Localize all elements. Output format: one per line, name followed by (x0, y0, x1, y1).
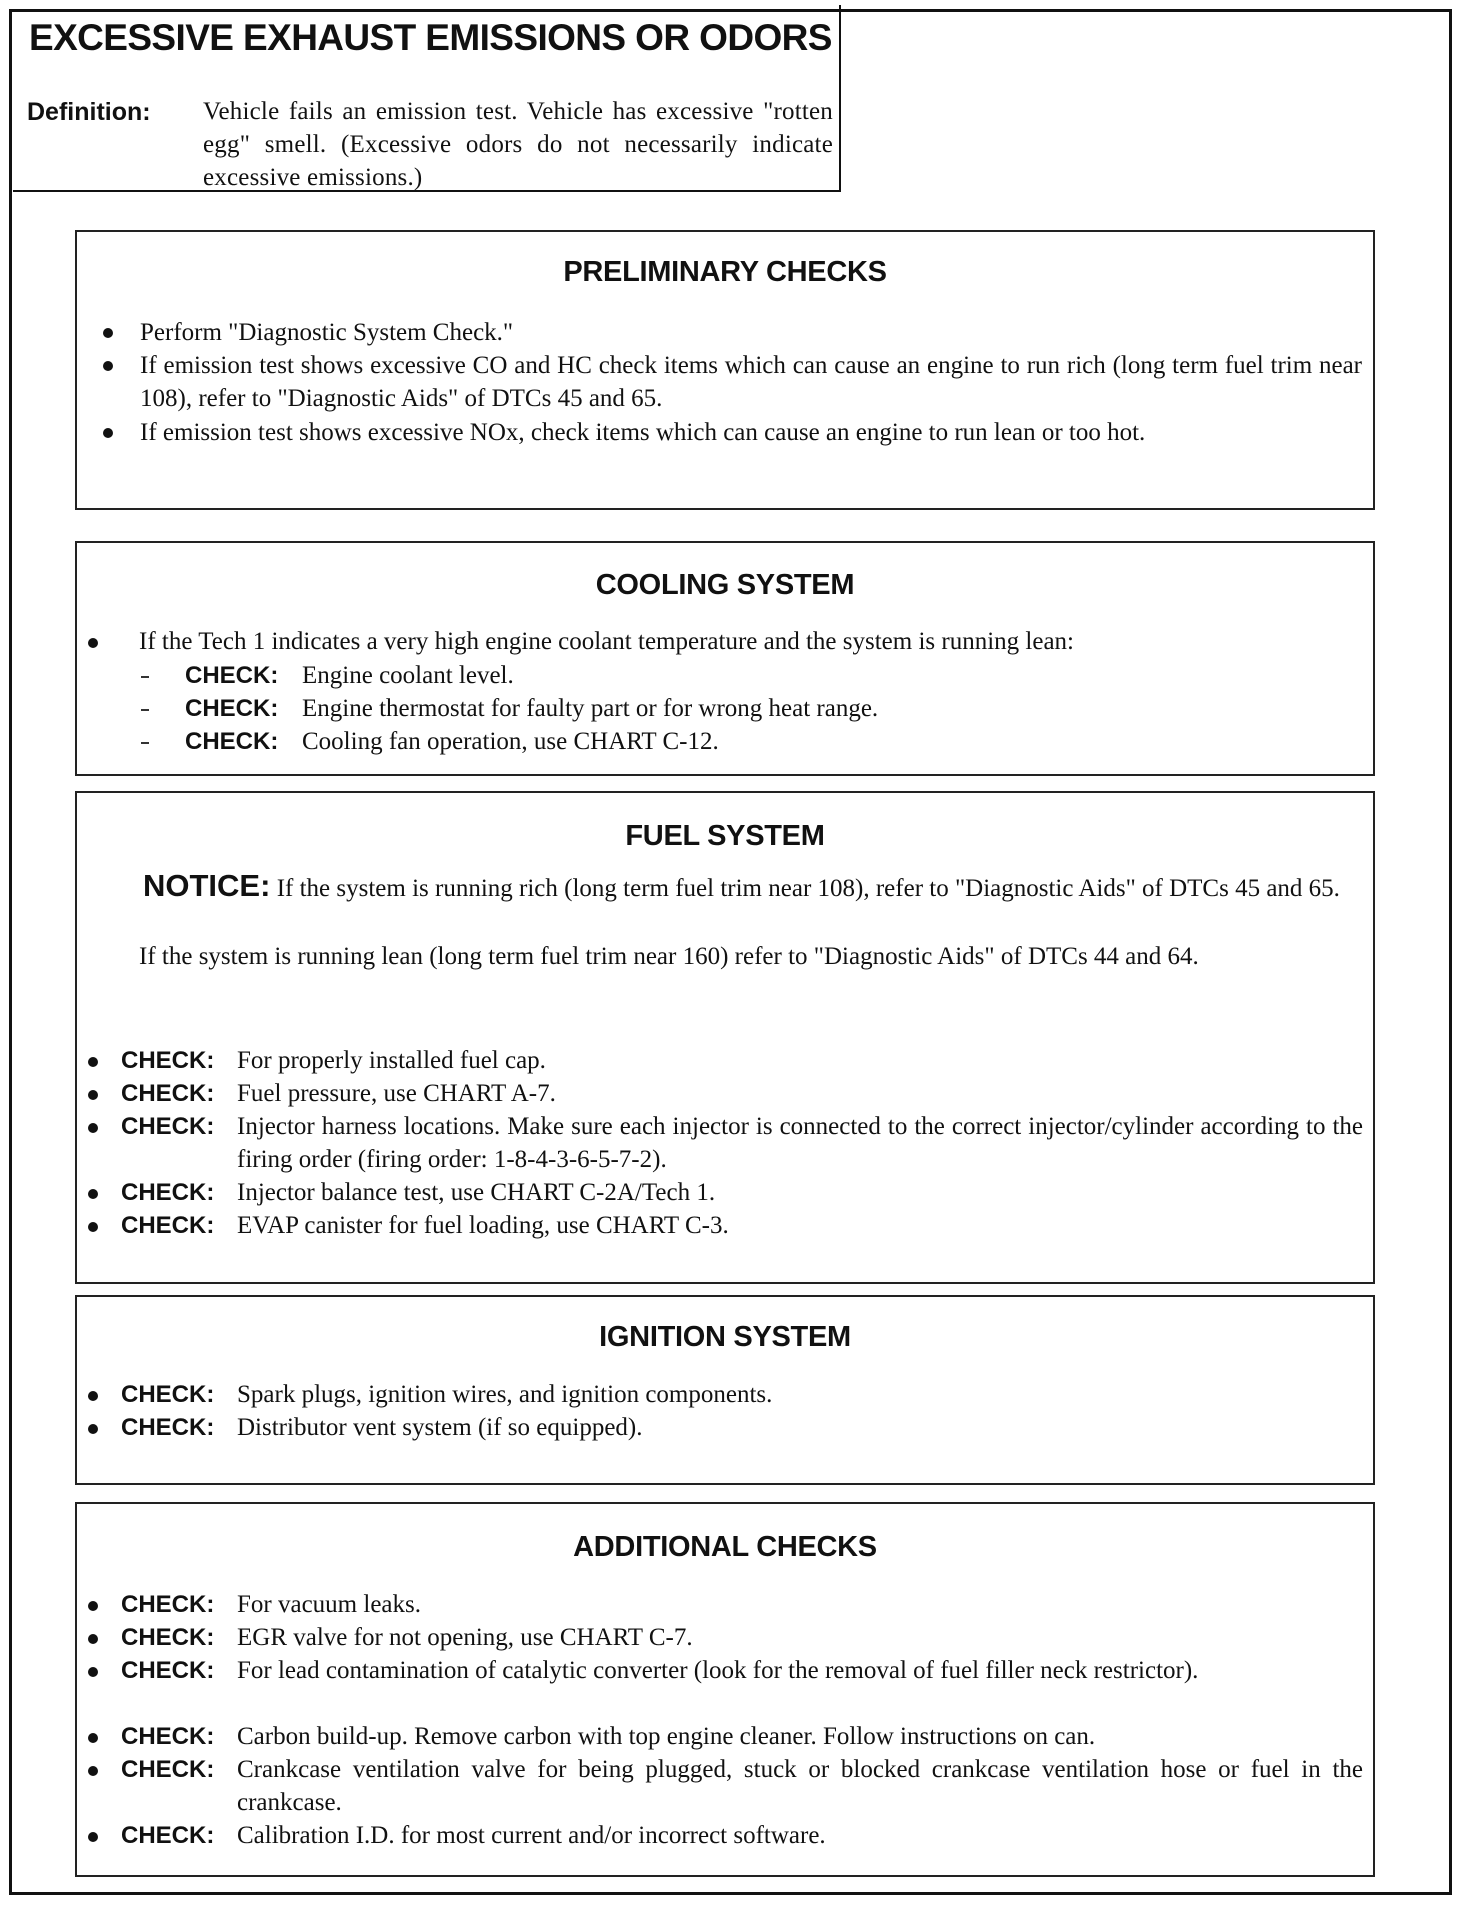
list-item: Injector harness locations. Make sure each injector is connected to the correct injector/cylinder according to the firing order (firing order: 1-8-4-3-6-5-7-2). (237, 1113, 1363, 1173)
bullet-icon (88, 1424, 98, 1434)
bullet-icon (88, 1667, 98, 1677)
check-label: CHECK: (121, 1624, 215, 1651)
check-label: CHECK: (185, 695, 279, 722)
check-label: CHECK: (121, 1657, 215, 1684)
list-item: EGR valve for not opening, use CHART C-7. (237, 1624, 693, 1651)
check-label: CHECK: (185, 728, 279, 755)
list-item: For properly installed fuel cap. (237, 1047, 546, 1074)
list-item: Distributor vent system (if so equipped). (237, 1414, 643, 1441)
list-item: Injector balance test, use CHART C-2A/Tech 1. (237, 1179, 716, 1206)
section-title: PRELIMINARY CHECKS (563, 256, 887, 288)
check-label: CHECK: (121, 1414, 215, 1441)
section-title: FUEL SYSTEM (625, 820, 825, 852)
bullet-icon (88, 1222, 98, 1232)
check-label: CHECK: (121, 1756, 215, 1783)
list-item: Engine thermostat for faulty part or for wrong heat range. (302, 695, 879, 722)
header-box (13, 5, 841, 192)
cooling-system-section (75, 541, 1375, 776)
dash-icon (141, 742, 149, 744)
check-label: CHECK: (121, 1822, 215, 1849)
bullet-icon (88, 1832, 98, 1842)
dash-icon (141, 709, 149, 711)
list-item: If emission test shows excessive NOx, check items which can cause an engine to run lean or too hot. (140, 419, 1146, 446)
page-title: EXCESSIVE EXHAUST EMISSIONS OR ODORS (29, 17, 832, 58)
bullet-icon (88, 1391, 98, 1401)
bullet-icon (88, 1189, 98, 1199)
list-item: Spark plugs, ignition wires, and ignition components. (237, 1381, 773, 1408)
list-item: If the Tech 1 indicates a very high engine coolant temperature and the system is running lean: (139, 628, 1074, 655)
list-item: Crankcase ventilation valve for being plugged, stuck or blocked crankcase ventilation hose or fuel in the crankcase. (237, 1756, 1363, 1816)
bullet-icon (103, 328, 113, 338)
notice-label: NOTICE: (143, 868, 271, 903)
check-label: CHECK: (121, 1113, 215, 1140)
list-item: Fuel pressure, use CHART A-7. (237, 1080, 556, 1107)
check-label: CHECK: (121, 1212, 215, 1239)
list-item: Engine coolant level. (302, 662, 514, 689)
list-item: Cooling fan operation, use CHART C-12. (302, 728, 719, 755)
preliminary-checks-section (75, 230, 1375, 510)
check-label: CHECK: (121, 1080, 215, 1107)
bullet-icon (88, 638, 98, 648)
section-title: ADDITIONAL CHECKS (573, 1531, 877, 1563)
bullet-icon (88, 1090, 98, 1100)
definition-text: Vehicle fails an emission test. Vehicle has excessive "rotten egg" smell. (Excessive odors do not necessarily indicate excessive emissions.) (203, 98, 833, 191)
section-title: COOLING SYSTEM (595, 569, 855, 601)
check-label: CHECK: (121, 1381, 215, 1408)
fuel-system-section (75, 791, 1375, 1284)
check-label: CHECK: (121, 1047, 215, 1074)
list-item: Calibration I.D. for most current and/or incorrect software. (237, 1822, 826, 1849)
ignition-system-section (75, 1295, 1375, 1485)
notice-rich-text: If the system is running rich (long term fuel trim near 108), refer to "Diagnostic Aids" of DTCs 45 and 65. (276, 875, 1340, 902)
bullet-icon (88, 1123, 98, 1133)
check-label: CHECK: (121, 1179, 215, 1206)
bullet-icon (88, 1057, 98, 1067)
notice-rich (139, 869, 1363, 905)
notice-lean: If the system is running lean (long term fuel trim near 160) refer to "Diagnostic Aids" of DTCs 44 and 64. (139, 943, 1199, 970)
dash-icon (141, 676, 149, 678)
additional-checks-section (75, 1502, 1375, 1877)
definition-label: Definition: (27, 98, 151, 126)
section-title: IGNITION SYSTEM (599, 1321, 851, 1353)
bullet-icon (88, 1766, 98, 1776)
list-item: For lead contamination of catalytic converter (look for the removal of fuel filler neck restrictor). (237, 1657, 1199, 1684)
bullet-icon (88, 1634, 98, 1644)
bullet-icon (88, 1733, 98, 1743)
list-item: For vacuum leaks. (237, 1591, 421, 1618)
list-item: If emission test shows excessive CO and HC check items which can cause an engine to run rich (long term fuel trim near 108), refer to "Diagnostic Aids" of DTCs 45 and 65. (140, 352, 1362, 412)
bullet-icon (88, 1601, 98, 1611)
list-item: Carbon build-up. Remove carbon with top engine cleaner. Follow instructions on can. (237, 1723, 1096, 1750)
bullet-icon (103, 361, 113, 371)
list-item: Perform "Diagnostic System Check." (140, 319, 514, 346)
check-label: CHECK: (121, 1723, 215, 1750)
bullet-icon (103, 428, 113, 438)
check-label: CHECK: (185, 662, 279, 689)
check-label: CHECK: (121, 1591, 215, 1618)
list-item: EVAP canister for fuel loading, use CHART C-3. (237, 1212, 729, 1239)
